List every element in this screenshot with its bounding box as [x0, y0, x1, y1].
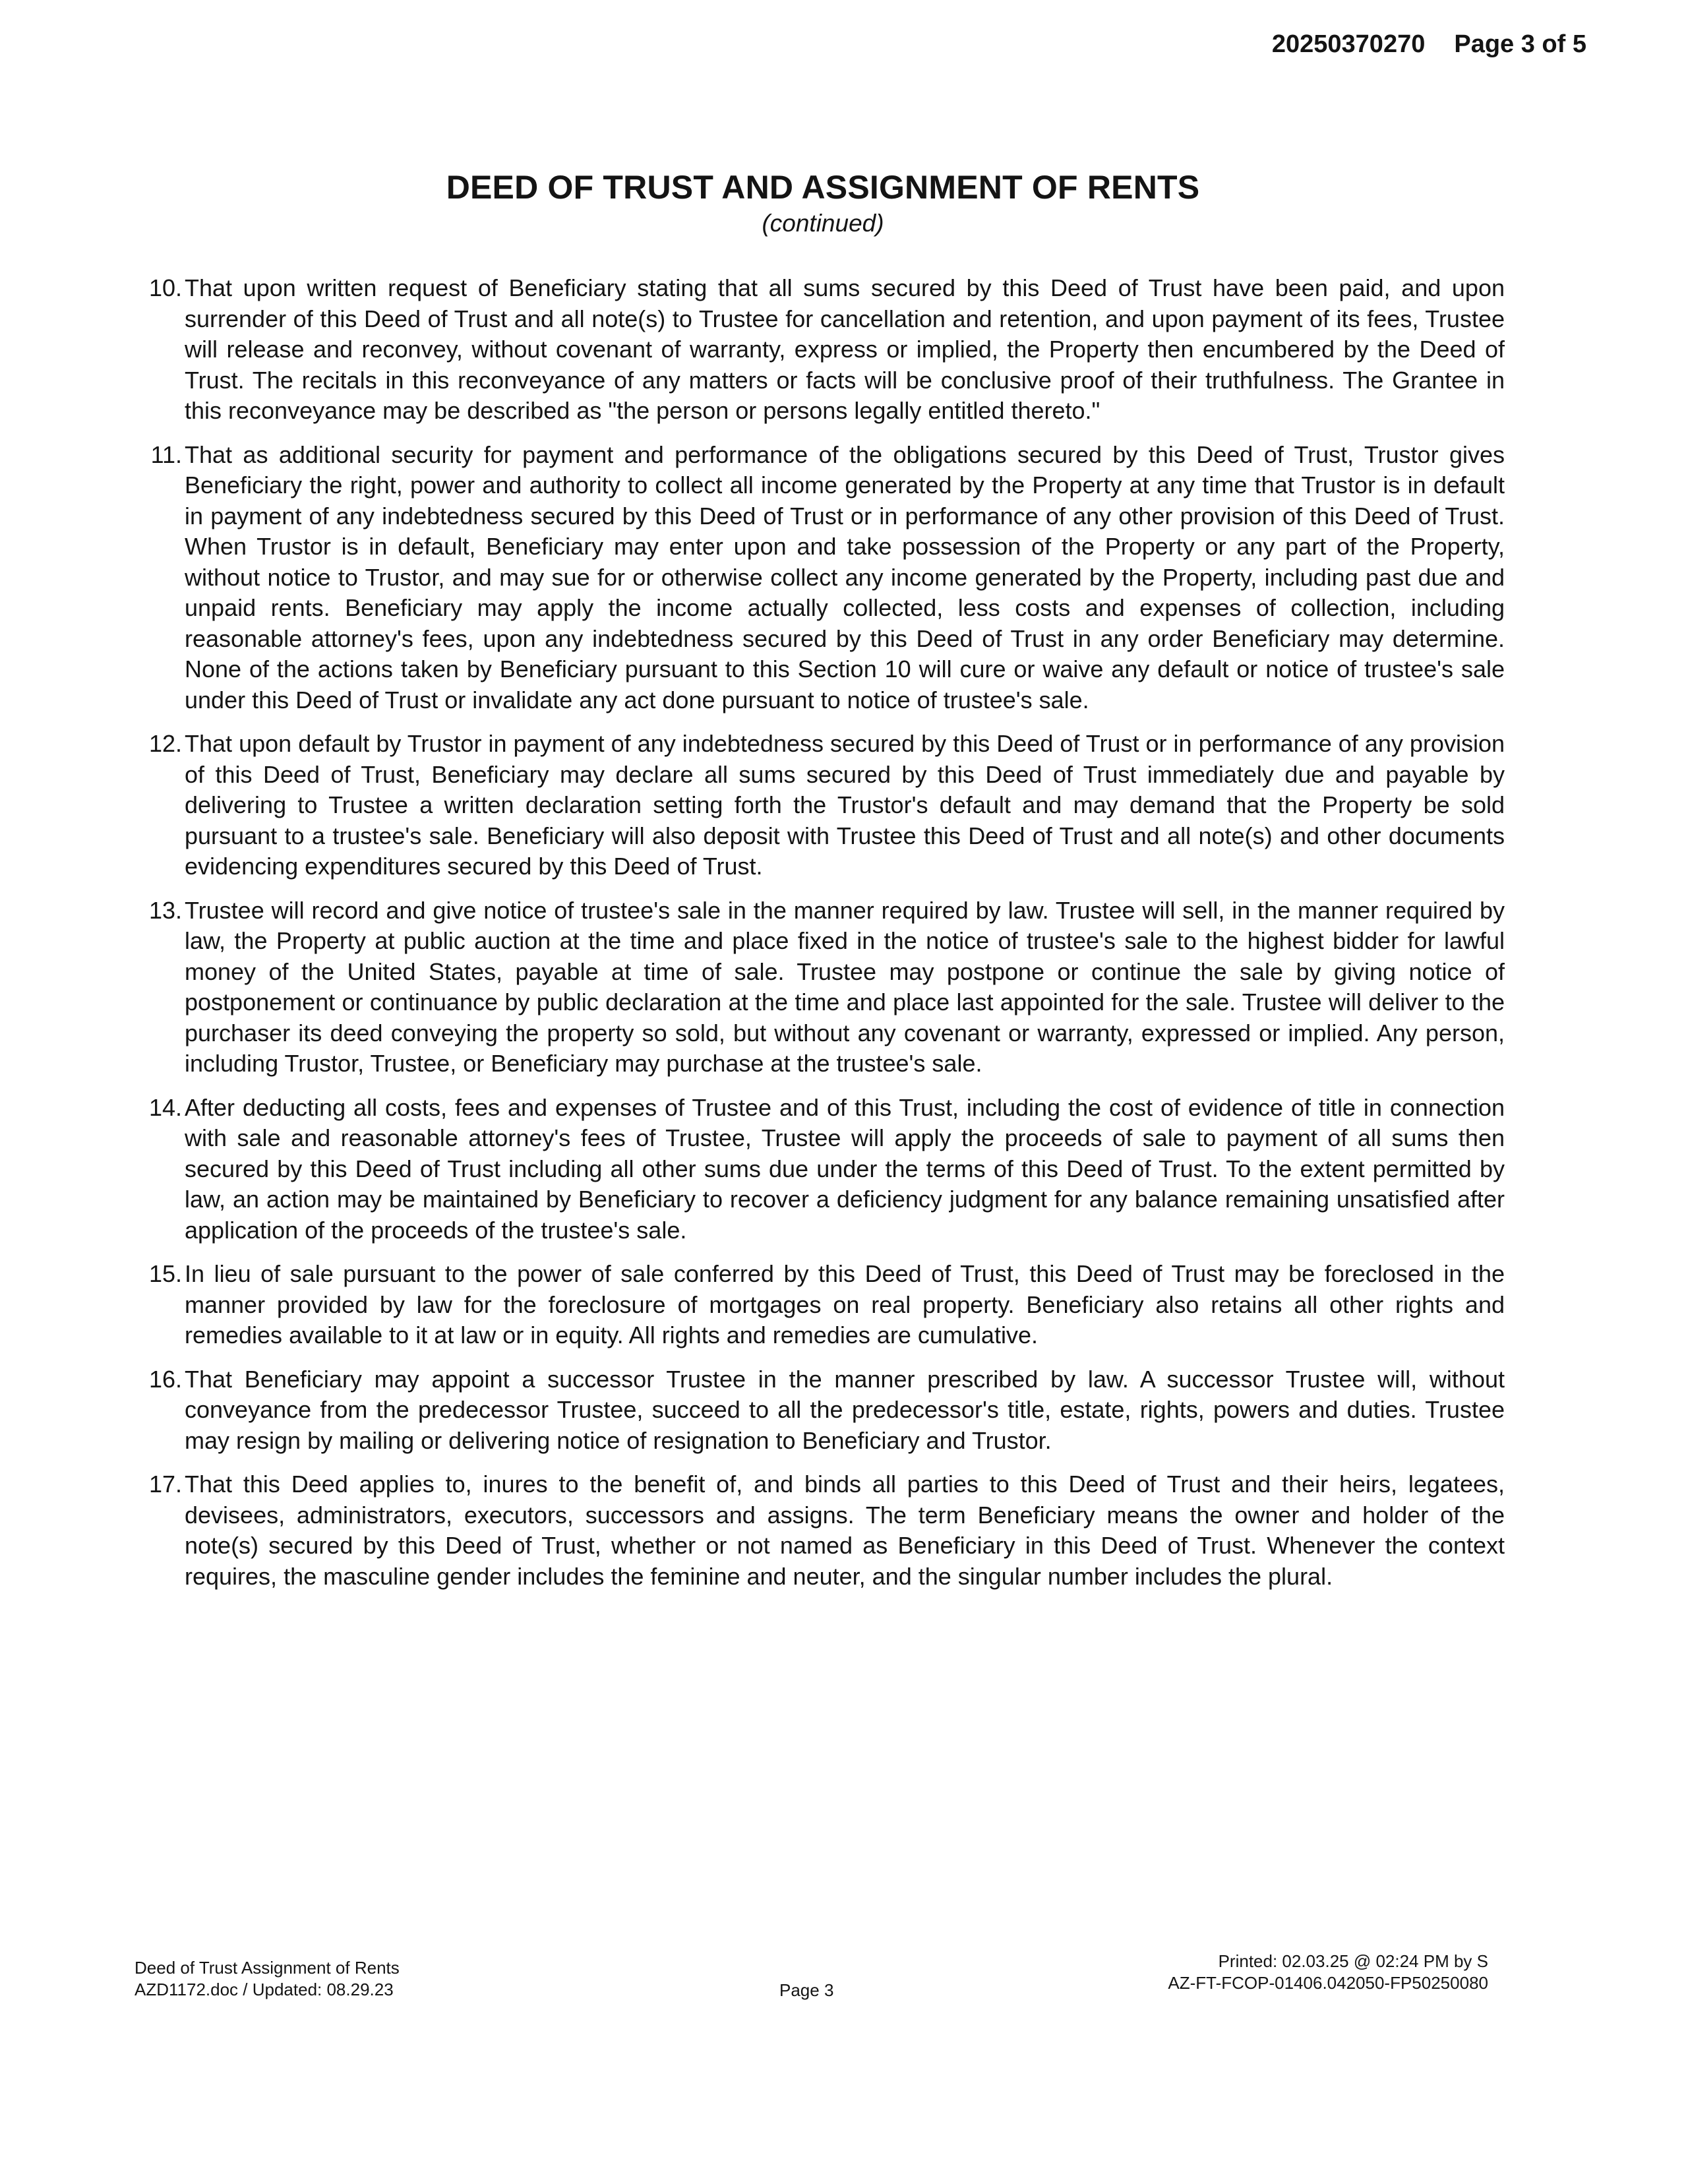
clause-number: 15.: [148, 1260, 182, 1287]
clause-12: [138, 729, 1505, 882]
clause-number: 11.: [150, 440, 182, 468]
clause-16: [138, 1364, 1505, 1457]
footer-file-reference: AZ-FT-FCOP-01406.042050-FP50250080: [1168, 1973, 1488, 1993]
clause-text: That this Deed applies to, inures to the benefit of, and binds all parties to this Deed of Trust and their heirs, legatees, devisees, administrators, executors, successors and assigns. The term Beneficiary means the owner and holder of the note(s) secured by this Deed of Trust, whether or not named as Beneficiary in this Deed of Trust. Whenever the context requires, the masculine gender includes the feminine and neuter, and the singular number includes the plural.: [185, 1471, 1505, 1590]
clause-10: [138, 273, 1505, 427]
clause-15: [138, 1259, 1505, 1351]
footer-printed-stamp: Printed: 02.03.25 @ 02:24 PM by S: [1218, 1951, 1488, 1971]
page-header: [1272, 30, 1586, 59]
clause-text: That as additional security for payment and performance of the obligations secured by this Deed of Trust, Trustor gives Beneficiary the right, power and authority to collect all income generated by the Property at any time that Trustor is in default in payment of any indebtedness secured by this Deed of Trust or in performance of any other provision of this Deed of Trust. When Trustor is in default, Beneficiary may enter upon and take possession of the Property or any part of the Property, without notice to Trustor, and may sue for or otherwise collect any income generated by the Property, including past due and unpaid rents. Beneficiary may apply the income actually collected, less costs and expenses of collection, including reasonable attorney's fees, upon any indebtedness secured by this Deed of Trust in any order Beneficiary may determine. None of the actions taken by Beneficiary pursuant to this Section 10 will cure or waive any default or notice of trustee's sale under this Deed of Trust or invalidate any act done pursuant to notice of trustee's sale.: [185, 440, 1505, 713]
clause-17: [138, 1469, 1505, 1592]
footer-print-info: [1168, 1951, 1488, 1994]
footer-document-info: [135, 1957, 400, 2001]
footer-form-name: Deed of Trust Assignment of Rents: [135, 1958, 400, 1978]
footer-form-version: AZD1172.doc / Updated: 08.29.23: [135, 1980, 394, 1999]
document-number: 20250370270: [1271, 30, 1426, 58]
clause-text: In lieu of sale pursuant to the power of sale conferred by this Deed of Trust, this Deed of Trust may be foreclosed in the manner provided by law for the foreclosure of mortgages on real property. Beneficiary also retains all other rights and remedies available to it at law or in equity. All rights and remedies are cumulative.: [185, 1260, 1505, 1349]
clause-text: That upon written request of Beneficiary stating that all sums secured by this Deed of Trust have been paid, and upon surrender of this Deed of Trust and all note(s) to Trustee for cancellation and retention, and upon payment of its fees, Trustee will release and reconvey, without covenant of warranty, express or implied, the Property then encumbered by the Deed of Trust. The recitals in this reconveyance of any matters or facts will be conclusive proof of their truthfulness. The Grantee in this reconveyance may be described as "the person or persons legally entitled thereto.": [185, 274, 1505, 424]
clause-number: 12.: [148, 730, 182, 757]
clause-list: [138, 273, 1505, 1605]
clause-number: 14.: [148, 1093, 182, 1121]
clause-14: [138, 1093, 1505, 1246]
page-indicator: Page 3 of 5: [1454, 30, 1586, 58]
clause-number: 16.: [148, 1365, 182, 1393]
clause-number: 13.: [148, 896, 182, 924]
clause-11: [138, 440, 1505, 716]
clause-text: After deducting all costs, fees and expenses of Trustee and of this Trust, including the cost of evidence of title in connection with sale and reasonable attorney's fees of Trustee, Trustee will apply the proceeds of sale to payment of all sums then secured by this Deed of Trust including all other sums due under the terms of this Deed of Trust. To the extent permitted by law, an action may be maintained by Beneficiary to recover a deficiency judgment for any balance remaining unsatisfied after application of the proceeds of the trustee's sale.: [185, 1093, 1505, 1244]
clause-text: That Beneficiary may appoint a successor Trustee in the manner prescribed by law. A successor Trustee will, without conveyance from the predecessor Trustee, succeed to all the predecessor's title, estate, rights, powers and duties. Trustee may resign by mailing or delivering notice of resignation to Beneficiary and Trustor.: [185, 1365, 1505, 1454]
document-title: DEED OF TRUST AND ASSIGNMENT OF RENTS: [446, 169, 1200, 206]
document-subtitle: (continued): [762, 210, 884, 237]
clause-number: 10.: [148, 274, 182, 301]
clause-text: That upon default by Trustor in payment of any indebtedness secured by this Deed of Trust or in performance of any provision of this Deed of Trust, Beneficiary may declare all sums secured by this Deed of Trust immediately due and payable by delivering to Trustee a written declaration setting forth the Trustor's default and may demand that the Property be sold pursuant to a trustee's sale. Beneficiary will also deposit with Trustee this Deed of Trust and all note(s) and other documents evidencing expenditures secured by this Deed of Trust.: [185, 730, 1505, 880]
clause-number: 17.: [148, 1471, 182, 1498]
clause-text: Trustee will record and give notice of trustee's sale in the manner required by law. Trustee will sell, in the manner required by law, the Property at public auction at the time and place fixed in the notice of trustee's sale to the highest bidder for lawful money of the United States, payable at time of sale. Trustee may postpone or continue the sale by giving notice of postponement or continuance by public declaration at the time and place last appointed for the sale. Trustee will deliver to the purchaser its deed conveying the property so sold, but without any covenant or warranty, expressed or implied. Any person, including Trustor, Trustee, or Beneficiary may purchase at the trustee's sale.: [185, 896, 1505, 1077]
footer-page-number: Page 3: [779, 1980, 834, 2000]
clause-13: [138, 895, 1505, 1079]
